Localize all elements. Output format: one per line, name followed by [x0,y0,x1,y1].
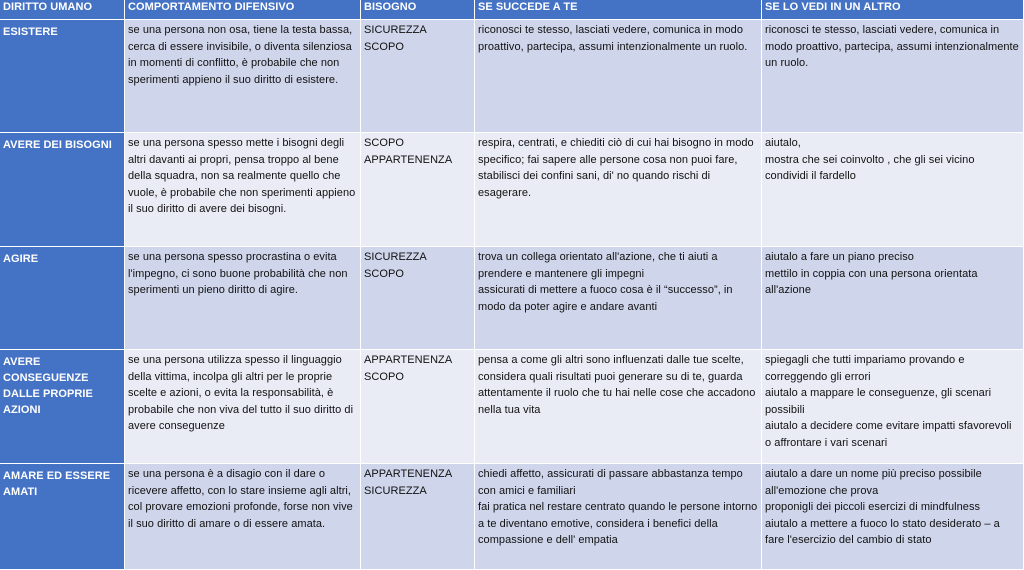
behavior-cell: se una persona utilizza spesso il linguaggio della vittima, incolpa gli altri per le proprie scelte e azioni, o evita la responsabilità, è probabile che non viva del tutto il suo diritto di avere conseguenze [125,350,361,464]
row-label-avere-dei-bisogni: AVERE DEI BISOGNI [0,133,125,247]
to-you-cell: respira, centrati, e chiediti ciò di cui hai bisogno in modo specifico; fai sapere alle persone cosa non puoi fare, stabilisci dei confini sani, di' no quando rischi di esagerare. [475,133,762,247]
to-you-cell: chiedi affetto, assicurati di passare abbastanza tempo con amici e familiari fai pratica nel restare centrato quando le persone intorno a te diventano emotive, considera i benefici della compassione e dell' empatia [475,464,762,570]
need-cell: APPARTENENZA SCOPO [361,350,475,464]
to-you-cell: trova un collega orientato all'azione, che ti aiuti a prendere e mantenere gli impegni assicurati di mettere a fuoco cosa è il “successo”, in modo da poter agire e andare avanti [475,247,762,350]
to-other-cell: spiegagli che tutti impariamo provando e correggendo gli errori aiutalo a mappare le conseguenze, gli scenari possibili aiutalo a decidere come evitare impatti sfavorevoli o affrontare i vari scenari [762,350,1024,464]
to-you-cell: pensa a come gli altri sono influenzati dalle tue scelte, considera quali risultati puoi generare su di te, guarda attentamente il ruolo che tu hai nelle cose che accadono nella tua vita [475,350,762,464]
need-cell: SICUREZZA SCOPO [361,247,475,350]
to-other-cell: aiutalo a fare un piano preciso mettilo in coppia con una persona orientata all'azione [762,247,1024,350]
behavior-cell: se una persona è a disagio con il dare o ricevere affetto, con lo stare insieme agli altri, col provare emozioni profonde, forse non vive il suo diritto di amare o di essere amata. [125,464,361,570]
row-label-amare-ed-essere-amati: AMARE ED ESSERE AMATI [0,464,125,570]
behavior-cell: se una persona non osa, tiene la testa bassa, cerca di essere invisibile, o diventa silenziosa in momenti di conflitto, è probabile che non sperimenti appieno il suo diritto di esistere. [125,20,361,133]
to-other-cell: riconosci te stesso, lasciati vedere, comunica in modo proattivo, partecipa, assumi intenzionalmente un ruolo. [762,20,1024,133]
to-you-cell: riconosci te stesso, lasciati vedere, comunica in modo proattivo, partecipa, assumi intenzionalmente un ruolo. [475,20,762,133]
header-diritto-umano: DIRITTO UMANO [0,0,125,20]
header-se-succede-a-te: SE SUCCEDE A TE [475,0,762,20]
to-other-cell: aiutalo, mostra che sei coinvolto , che gli sei vicino condividi il fardello [762,133,1024,247]
to-other-cell: aiutalo a dare un nome più preciso possibile all'emozione che prova proponigli dei piccoli esercizi di mindfulness aiutalo a mettere a fuoco lo stato desiderato – a fare l'esercizio del cambio di stato [762,464,1024,570]
row-label-esistere: ESISTERE [0,20,125,133]
header-se-lo-vedi-in-un-altro: SE LO VEDI IN UN ALTRO [762,0,1024,20]
need-cell: SICUREZZA SCOPO [361,20,475,133]
behavior-cell: se una persona spesso procrastina o evita l'impegno, ci sono buone probabilità che non sperimenti un pieno diritto di agire. [125,247,361,350]
row-label-agire: AGIRE [0,247,125,350]
row-label-avere-conseguenze: AVERE CONSEGUENZE DALLE PROPRIE AZIONI [0,350,125,464]
behavior-cell: se una persona spesso mette i bisogni degli altri davanti ai propri, pensa troppo al bene della squadra, non sa realmente quello che vuole, è probabile che non sperimenti appieno il suo diritto di avere dei bisogni. [125,133,361,247]
header-comportamento-difensivo: COMPORTAMENTO DIFENSIVO [125,0,361,20]
need-cell: APPARTENENZA SICUREZZA [361,464,475,570]
need-cell: SCOPO APPARTENENZA [361,133,475,247]
header-bisogno: BISOGNO [361,0,475,20]
